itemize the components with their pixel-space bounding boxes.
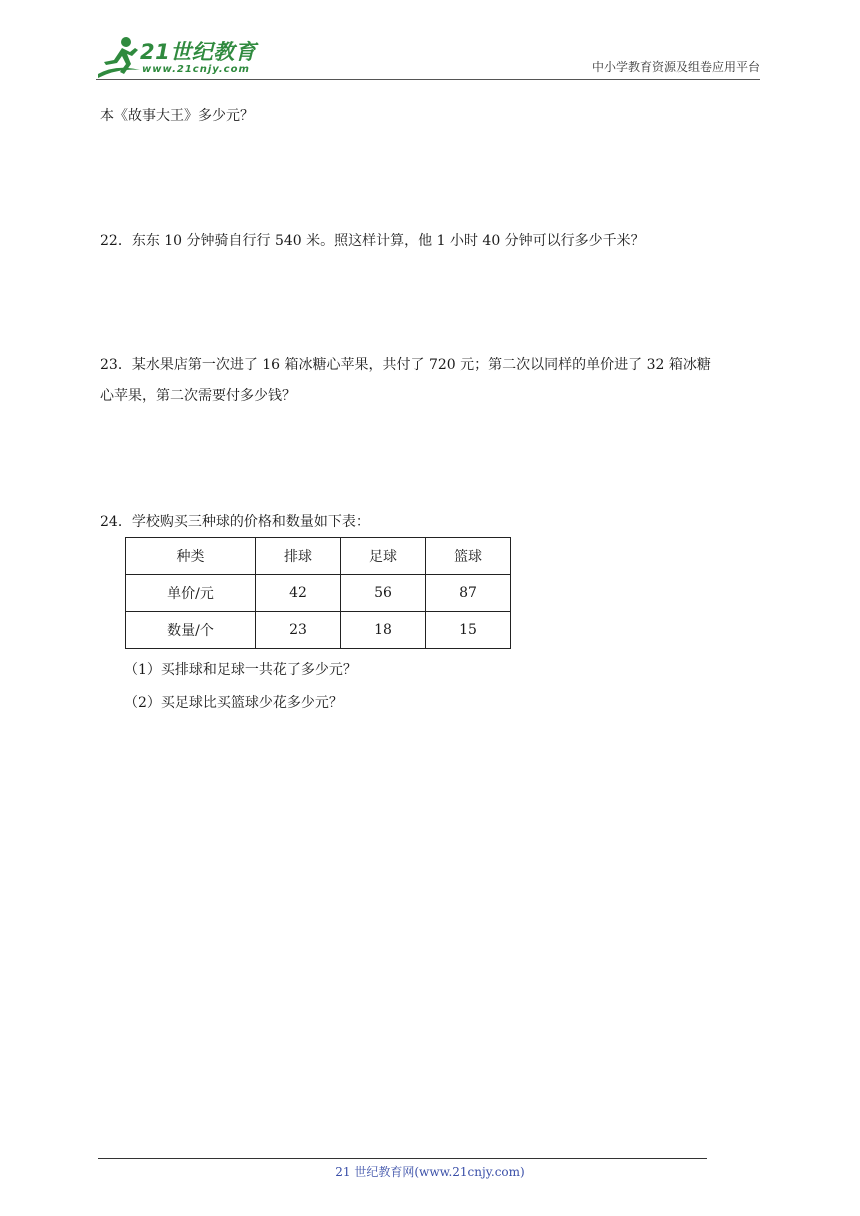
question-23-line-1: 23．某水果店第一次进了 16 箱冰糖心苹果，共付了 720 元；第二次以同样的单价进了 32 箱冰糖 bbox=[100, 357, 711, 373]
table-cell: 42 bbox=[256, 575, 341, 612]
question-24: 24．学校购买三种球的价格和数量如下表： bbox=[100, 514, 370, 530]
logo-url: www.21cnjy.com bbox=[142, 64, 250, 75]
question-21-continuation: 本《故事大王》多少元？ bbox=[100, 108, 254, 124]
table-header-cell: 排球 bbox=[256, 538, 341, 575]
logo-text: 21世纪教育 bbox=[140, 40, 257, 64]
header-divider bbox=[96, 79, 760, 80]
header-tagline: 中小学教育资源及组卷应用平台 bbox=[591, 60, 760, 74]
table-cell: 56 bbox=[341, 575, 426, 612]
table-header-row bbox=[126, 538, 511, 575]
runner-logo-icon bbox=[96, 34, 144, 80]
table-header-cell: 篮球 bbox=[426, 538, 511, 575]
question-23-line-2: 心苹果，第二次需要付多少钱？ bbox=[100, 388, 296, 404]
table-cell: 数量/个 bbox=[126, 612, 256, 649]
table-cell: 18 bbox=[341, 612, 426, 649]
page-header bbox=[96, 34, 760, 80]
footer-text: 21 世纪教育网(www.21cnjy.com) bbox=[335, 1165, 525, 1179]
footer-divider bbox=[98, 1158, 707, 1159]
price-quantity-table bbox=[125, 537, 511, 649]
table-cell: 23 bbox=[256, 612, 341, 649]
table-row bbox=[126, 612, 511, 649]
question-24-part-2: （2）买足球比买篮球少花多少元？ bbox=[124, 695, 343, 711]
table-cell: 87 bbox=[426, 575, 511, 612]
logo bbox=[96, 34, 266, 80]
table-row bbox=[126, 575, 511, 612]
table-header-cell: 种类 bbox=[126, 538, 256, 575]
table-cell: 单价/元 bbox=[126, 575, 256, 612]
table-header-cell: 足球 bbox=[341, 538, 426, 575]
question-24-part-1: （1）买排球和足球一共花了多少元？ bbox=[124, 662, 357, 678]
question-22: 22．东东 10 分钟骑自行行 540 米。照这样计算，他 1 小时 40 分钟可以行多少千米？ bbox=[100, 233, 645, 249]
table-cell: 15 bbox=[426, 612, 511, 649]
